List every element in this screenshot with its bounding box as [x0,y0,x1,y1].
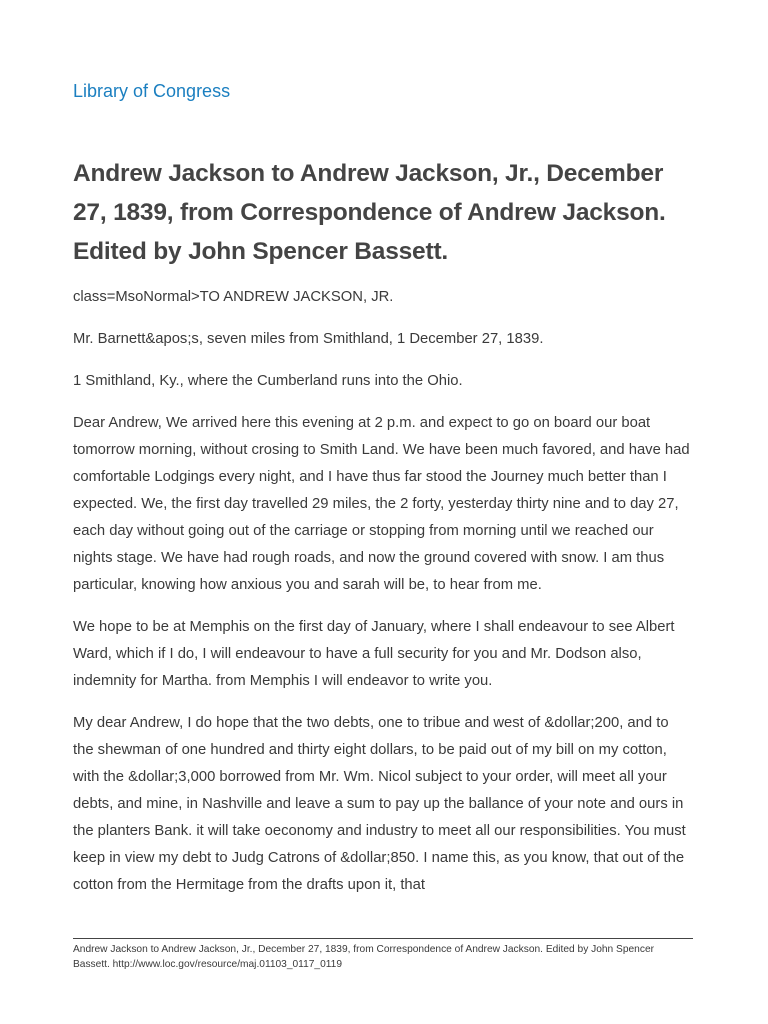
letter-location-date: Mr. Barnett&apos;s, seven miles from Smithland, 1 December 27, 1839. [73,331,544,347]
salutation-heading: class=MsoNormal>TO ANDREW JACKSON, JR. [73,289,394,305]
footer-citation: Andrew Jackson to Andrew Jackson, Jr., December 27, 1839, from Correspondence of Andrew Jackson. Edited by John Spencer Bassett. http://www.loc.gov/resource/maj.01103_0117_0119 [73,944,654,970]
library-of-congress-link[interactable]: Library of Congress [73,81,231,101]
document-page [73,0,695,1024]
document-body [73,284,693,914]
letter-paragraph: We hope to be at Memphis on the first day of January, where I shall endeavour to see Albert Ward, which if I do, I will endeavour to have a full security for you and Mr. Dodson also, indemnity for Martha. from Memphis I will endeavor to write you. [73,619,675,689]
footer-divider [73,938,693,939]
footnote-paragraph: 1 Smithland, Ky., where the Cumberland runs into the Ohio. [73,373,463,389]
letter-paragraph: Dear Andrew, We arrived here this evening at 2 p.m. and expect to go on board our boat tomorrow morning, without crosing to Smith Land. We have been much favored, and have had comfortable Lodgings every night, and I have thus far stood the Journey much better than I expected. We, the first day travelled 29 miles, the 2 forty, yesterday thirty nine and to day 27, each day without going out of the carriage or stopping from morning until we reached our nights stage. We have had rough roads, and now the ground covered with snow. I am thus particular, knowing how anxious you and sarah will be, to hear from me. [73,415,690,593]
document-title: Andrew Jackson to Andrew Jackson, Jr., December 27, 1839, from Correspondence of Andrew Jackson. Edited by John Spencer Bassett. [73,160,666,265]
letter-paragraph: My dear Andrew, I do hope that the two debts, one to tribue and west of &dollar;200, and to the shewman of one hundred and thirty eight dollars, to be paid out of my bill on my cotton, with the &dollar;3,000 borrowed from Mr. Wm. Nicol subject to your order, will meet all your debts, and mine, in Nashville and leave a sum to pay up the ballance of your note and ours in the planters Bank. it will take oeconomy and industry to meet all our responsibilities. You must keep in view my debt to Judg Catrons of &dollar;850. I name this, as you know, that out of the cotton from the Hermitage from the drafts upon it, that [73,715,686,893]
